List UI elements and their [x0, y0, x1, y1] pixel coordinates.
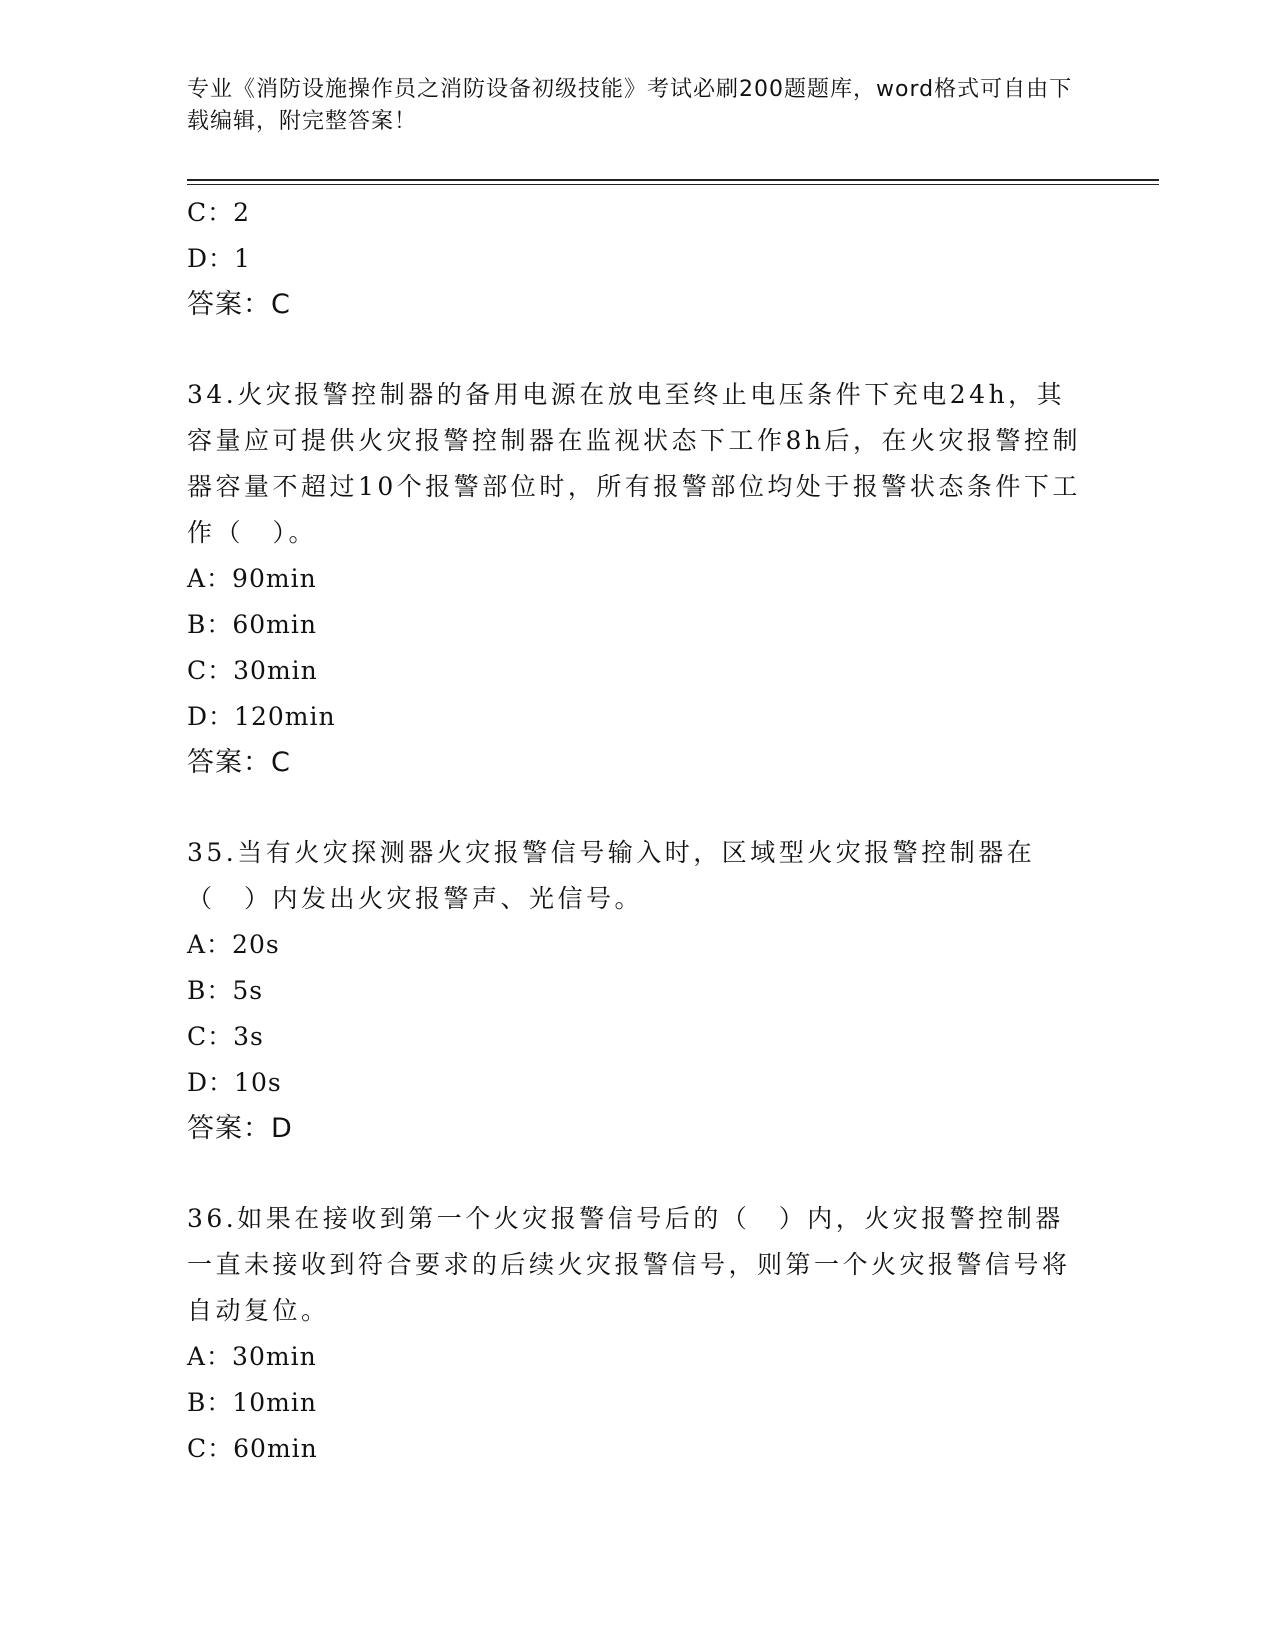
- header-rule: [187, 179, 1159, 181]
- answer: 答案：C: [187, 747, 291, 778]
- option-d: D：1: [187, 244, 251, 273]
- question-stem: 36.如果在接收到第一个火灾报警信号后的（ ）内，火灾报警控制器一直未接收到符合要求的后续火灾报警信号，则第一个火灾报警信号将自动复位。: [187, 1204, 1071, 1325]
- question-block-33: [187, 190, 1087, 328]
- option-b: B：10min: [187, 1388, 317, 1417]
- option-c: C：60min: [187, 1434, 318, 1463]
- question-block-35: [187, 830, 1087, 1152]
- option-d: D：120min: [187, 702, 336, 731]
- answer: 答案：D: [187, 1113, 293, 1144]
- document-body: [187, 190, 1087, 1472]
- option-c: C：30min: [187, 656, 318, 685]
- option-b: B：5s: [187, 976, 264, 1005]
- question-block-34: [187, 372, 1087, 786]
- question-block-36: [187, 1196, 1087, 1472]
- option-c: C：2: [187, 198, 251, 227]
- question-stem: 35.当有火灾探测器火灾报警信号输入时，区域型火灾报警控制器在（ ）内发出火灾报警声、光信号。: [187, 838, 1036, 913]
- page-header: 专业《消防设施操作员之消防设备初级技能》考试必刷200题题库，word格式可自由下载编辑，附完整答案！: [187, 77, 1073, 134]
- question-stem: 34.火灾报警控制器的备用电源在放电至终止电压条件下充电24h，其容量应可提供火灾报警控制器在监视状态下工作8h后，在火灾报警控制器容量不超过10个报警部位时，所有报警部位均处于报警状态条件下工作（ ）。: [187, 380, 1082, 547]
- option-a: A：30min: [187, 1342, 317, 1371]
- option-a: A：20s: [187, 930, 280, 959]
- option-d: D：10s: [187, 1068, 282, 1097]
- option-a: A：90min: [187, 564, 317, 593]
- header-rule-thin: [187, 184, 1159, 185]
- option-c: C：3s: [187, 1022, 264, 1051]
- option-b: B：60min: [187, 610, 317, 639]
- answer: 答案：C: [187, 289, 291, 320]
